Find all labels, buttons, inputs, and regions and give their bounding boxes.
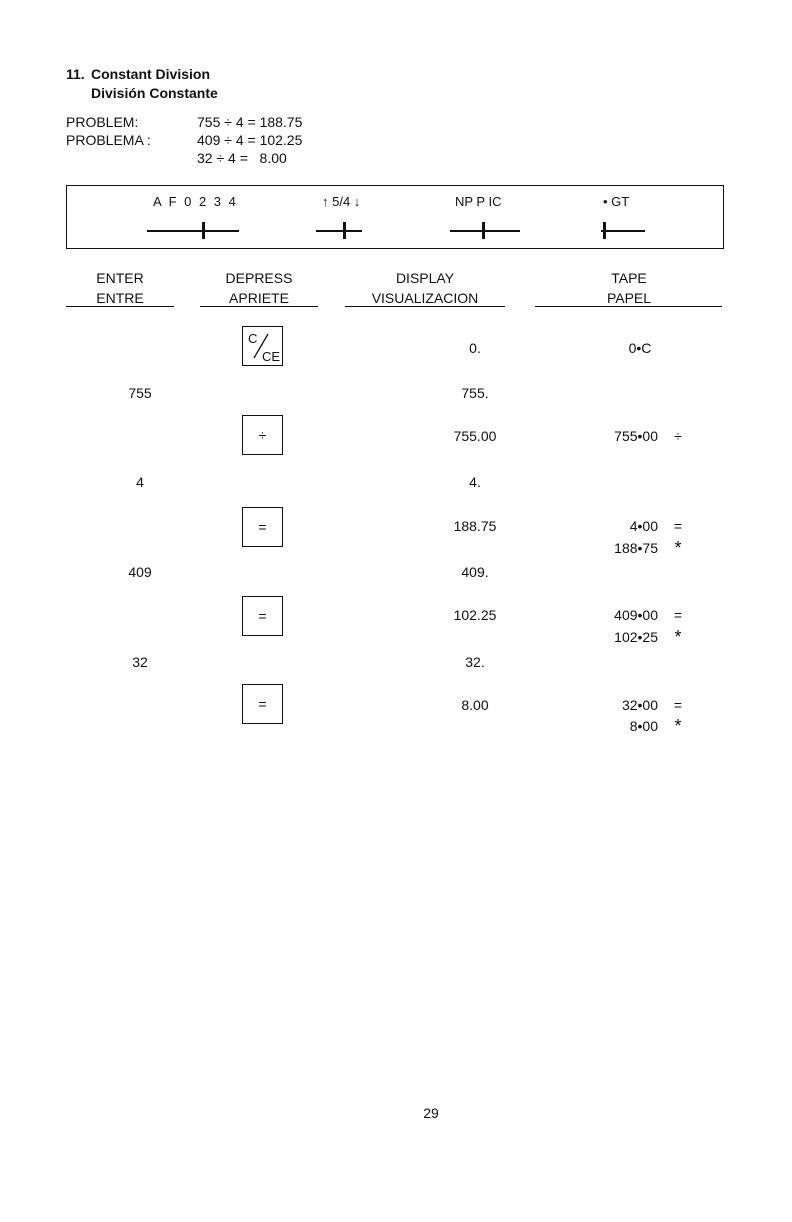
switch-label-rounding: ↑ 5/4 ↓: [322, 194, 361, 209]
tape-symbol-divide: ÷: [674, 428, 682, 444]
gt-switch-track: [601, 230, 645, 232]
tape-8-00: 8•00: [629, 718, 658, 734]
tape-symbol-equals-3: =: [673, 697, 683, 713]
display-8-00: 8.00: [461, 697, 489, 713]
tape-755-00: 755•00: [614, 428, 658, 444]
col-tape-es: PAPEL: [606, 290, 652, 306]
col-tape-rule: [535, 306, 722, 307]
equals-key-2[interactable]: =: [242, 596, 283, 636]
tape-symbol-total-3: *: [674, 716, 682, 736]
problem-line-1: 755 ÷ 4 = 188.75: [197, 114, 303, 130]
tape-4-00: 4•00: [629, 518, 658, 534]
switch-label-mode: NP P IC: [455, 194, 502, 209]
enter-32: 32: [132, 654, 148, 670]
problem-line-3: 32 ÷ 4 = 8.00: [197, 150, 287, 166]
mode-switch-knob[interactable]: [482, 222, 485, 239]
enter-755: 755: [128, 385, 152, 401]
display-755: 755.: [461, 385, 489, 401]
problem-label-es: PROBLEMA :: [66, 132, 151, 148]
col-depress-en: DEPRESS: [225, 270, 293, 286]
decimal-switch-knob[interactable]: [202, 222, 205, 239]
tape-188-75: 188•75: [614, 540, 658, 556]
enter-409: 409: [128, 564, 152, 580]
display-clear: 0.: [469, 340, 481, 356]
display-32: 32.: [465, 654, 485, 670]
display-409: 409.: [461, 564, 489, 580]
tape-32-00: 32•00: [621, 697, 658, 713]
equals-key-3[interactable]: =: [242, 684, 283, 724]
tape-102-25: 102•25: [614, 629, 658, 645]
svg-text:C: C: [247, 330, 257, 346]
divide-key[interactable]: ÷: [242, 415, 283, 455]
switch-label-decimal: A F 0 2 3 4: [153, 194, 238, 209]
clear-entry-key[interactable]: [242, 326, 283, 366]
col-depress-rule: [200, 306, 318, 307]
col-display-es: VISUALIZACION: [371, 290, 479, 306]
display-188-75: 188.75: [453, 518, 497, 534]
rounding-switch-knob[interactable]: [343, 222, 346, 239]
equals-key-1[interactable]: =: [242, 507, 283, 547]
clear-entry-key-glyph: [244, 328, 282, 365]
col-display-en: DISPLAY: [395, 270, 455, 286]
switch-panel: [66, 185, 724, 249]
tape-symbol-total-1: *: [674, 538, 682, 558]
display-755-00: 755.00: [453, 428, 497, 444]
tape-409-00: 409•00: [614, 607, 658, 623]
svg-text:CE: CE: [261, 348, 280, 364]
col-tape-en: TAPE: [611, 270, 647, 286]
page-number: 29: [423, 1105, 439, 1121]
problem-label-en: PROBLEM:: [66, 114, 139, 130]
display-102-25: 102.25: [453, 607, 497, 623]
section-title-en: Constant Division: [91, 66, 211, 82]
col-enter-rule: [66, 306, 174, 307]
mode-switch-track: [450, 230, 520, 232]
col-enter-en: ENTER: [96, 270, 144, 286]
col-display-rule: [345, 306, 505, 307]
gt-switch-knob[interactable]: [603, 222, 606, 239]
enter-4: 4: [136, 474, 144, 490]
decimal-switch-track: [147, 230, 239, 232]
col-depress-es: APRIETE: [229, 290, 289, 306]
tape-clear: 0•C: [628, 340, 652, 356]
section-number: 11.: [66, 66, 85, 82]
col-enter-es: ENTRE: [96, 290, 144, 306]
problem-line-2: 409 ÷ 4 = 102.25: [197, 132, 303, 148]
rounding-switch-track: [316, 230, 362, 232]
display-4: 4.: [469, 474, 481, 490]
tape-symbol-equals-2: =: [673, 607, 683, 623]
tape-symbol-equals-1: =: [673, 518, 683, 534]
tape-symbol-total-2: *: [674, 627, 682, 647]
section-title-es: División Constante: [91, 85, 218, 101]
switch-label-gt: • GT: [603, 194, 630, 209]
